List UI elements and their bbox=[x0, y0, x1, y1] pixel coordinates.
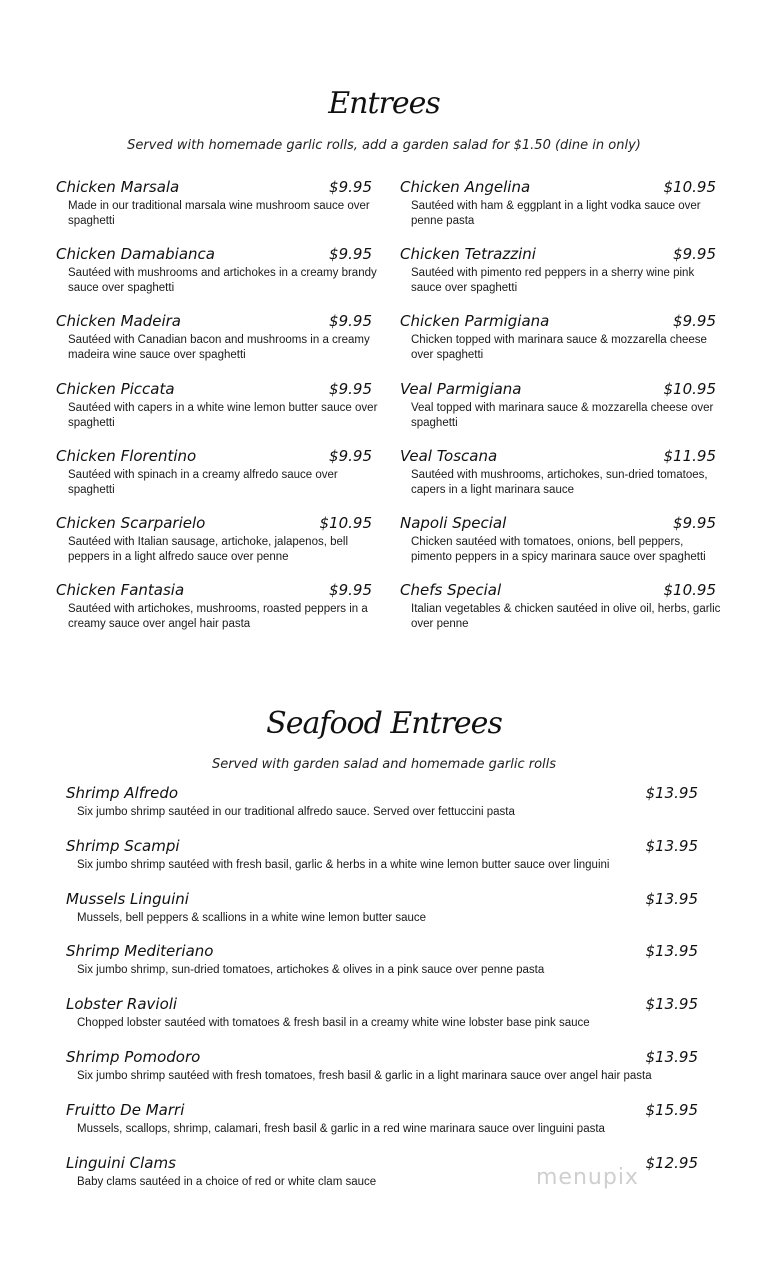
menu-item-price: $13.95 bbox=[645, 995, 698, 1014]
menu-item-price: $13.95 bbox=[645, 942, 698, 961]
menu-item-description: Sautéed with ham & eggplant in a light vodka sauce over penne pasta bbox=[411, 200, 701, 227]
menu-item-price: $12.95 bbox=[645, 1153, 698, 1172]
menu-item-price: $13.95 bbox=[645, 784, 698, 802]
menu-item-price: $10.95 bbox=[663, 581, 716, 600]
menu-item-price: $9.95 bbox=[329, 581, 372, 600]
menu-item-name: Chicken Fantasia bbox=[56, 581, 185, 600]
menu-item-description: Chicken topped with marinara sauce & mozzarella cheese over spaghetti bbox=[411, 334, 707, 362]
menu-item-name: Veal Parmigiana bbox=[400, 379, 522, 398]
menu-item-name: Shrimp Pomodoro bbox=[66, 1048, 201, 1066]
menu-item-price: $10.95 bbox=[663, 379, 716, 398]
menu-item-price: $9.95 bbox=[329, 312, 372, 331]
menu-item-description: Made in our traditional marsala wine mushroom sauce over spaghetti bbox=[68, 200, 370, 227]
menu-item-description: Sautéed with capers in a white wine lemon butter sauce over spaghetti bbox=[68, 401, 378, 429]
menu-item-description: Veal topped with marinara sauce & mozzarella cheese over spaghetti bbox=[411, 401, 714, 429]
menu-item-price: $13.95 bbox=[645, 1048, 698, 1066]
menu-item-name: Chicken Piccata bbox=[56, 379, 175, 398]
menu-item-description: Sautéed with pimento red peppers in a sherry wine pink sauce over spaghetti bbox=[411, 267, 695, 295]
menu-item-name: Fruitto De Marri bbox=[66, 1100, 185, 1119]
menu-item-price: $13.95 bbox=[645, 836, 698, 855]
menu-item-description: Six jumbo shrimp, sun-dried tomatoes, artichokes & olives in a pink sauce over penne pasta bbox=[77, 964, 545, 977]
menu-item-description: Chopped lobster sautéed with tomatoes & fresh basil in a creamy white wine lobster base pink sauce bbox=[77, 1017, 590, 1030]
menu-item-price: $9.95 bbox=[673, 245, 716, 264]
menu-item-description: Italian vegetables & chicken sautéed in olive oil, herbs, garlic over penne bbox=[411, 603, 721, 631]
menu-item-name: Shrimp Scampi bbox=[66, 836, 180, 855]
menu-item-price: $10.95 bbox=[319, 514, 372, 532]
menu-item-description: Sautéed with Italian sausage, artichoke, jalapenos, bell peppers in a light alfredo sauce over penne bbox=[68, 536, 349, 563]
menu-item-name: Chefs Special bbox=[400, 581, 502, 600]
menu-item-name: Chicken Madeira bbox=[56, 312, 181, 331]
menu-item-name: Chicken Florentino bbox=[56, 446, 197, 465]
menu-item-description: Mussels, scallops, shrimp, calamari, fresh basil & garlic in a red wine marinara sauce over linguini pasta bbox=[77, 1122, 605, 1135]
menu-item-description: Sautéed with spinach in a creamy alfredo sauce over spaghetti bbox=[68, 468, 338, 496]
menu-item-name: Mussels Linguini bbox=[66, 889, 189, 908]
menu-item-price: $13.95 bbox=[645, 889, 698, 908]
menu-item-name: Napoli Special bbox=[400, 514, 507, 532]
entrees-subtitle: Served with homemade garlic rolls, add a garden salad for $1.50 (dine in only) bbox=[127, 138, 641, 153]
menu-item-description: Sautéed with artichokes, mushrooms, roasted peppers in a creamy sauce over angel hair pasta bbox=[68, 603, 368, 631]
menu-item-description: Six jumbo shrimp sautéed with fresh tomatoes, fresh basil & garlic in a light marinara sauce over angel hair pasta bbox=[77, 1070, 652, 1082]
menu-item-name: Lobster Ravioli bbox=[66, 995, 178, 1014]
menu-item-name: Shrimp Mediteriano bbox=[66, 942, 214, 961]
menu-item-price: $10.95 bbox=[663, 178, 716, 196]
menu-item-description: Sautéed with mushrooms, artichokes, sun-dried tomatoes, capers in a light marinara sauce bbox=[411, 468, 708, 496]
menu-item-price: $11.95 bbox=[663, 446, 716, 465]
menu-item-description: Chicken sautéed with tomatoes, onions, bell peppers, pimento peppers in a spicy marinara sauce over spaghetti bbox=[411, 536, 706, 563]
menu-item-name: Shrimp Alfredo bbox=[66, 784, 179, 802]
menu-item-price: $9.95 bbox=[329, 446, 372, 465]
menu-item-name: Chicken Angelina bbox=[400, 178, 531, 196]
menu-item-description: Sautéed with mushrooms and artichokes in a creamy brandy sauce over spaghetti bbox=[68, 267, 377, 295]
menu-item-name: Chicken Marsala bbox=[56, 178, 180, 196]
menu-item-name: Chicken Parmigiana bbox=[400, 312, 550, 331]
menu-item-description: Mussels, bell peppers & scallions in a white wine lemon butter sauce bbox=[77, 911, 427, 924]
menu-item-name: Linguini Clams bbox=[66, 1153, 176, 1172]
menu-item-price: $9.95 bbox=[329, 379, 372, 398]
menu-item-name: Veal Toscana bbox=[400, 446, 498, 465]
seafood-subtitle: Served with garden salad and homemade garlic rolls bbox=[211, 757, 557, 772]
menu-item-description: Six jumbo shrimp sautéed with fresh basil, garlic & herbs in a white wine lemon butter sauce over linguini bbox=[77, 858, 610, 871]
menu-item-name: Chicken Scarparielo bbox=[56, 514, 206, 532]
menu-item-price: $9.95 bbox=[329, 245, 372, 264]
menu-item-price: $15.95 bbox=[645, 1100, 698, 1119]
menu-item-description: Sautéed with Canadian bacon and mushrooms in a creamy madeira wine sauce over spaghetti bbox=[68, 334, 370, 362]
menupix-watermark: menupix bbox=[536, 1165, 639, 1190]
menu-item-name: Chicken Tetrazzini bbox=[400, 245, 536, 264]
menu-item-price: $9.95 bbox=[673, 514, 716, 532]
menu-item-description: Six jumbo shrimp sautéed in our traditional alfredo sauce. Served over fettuccini pasta bbox=[77, 806, 515, 818]
menu-item-price: $9.95 bbox=[329, 178, 372, 196]
menu-item-description: Baby clams sautéed in a choice of red or white clam sauce bbox=[77, 1175, 377, 1188]
menu-item-name: Chicken Damabianca bbox=[56, 245, 215, 264]
seafood-title: Seafood Entrees bbox=[266, 706, 502, 741]
entrees-title: Entrees bbox=[328, 86, 440, 121]
menu-item-price: $9.95 bbox=[673, 312, 716, 331]
